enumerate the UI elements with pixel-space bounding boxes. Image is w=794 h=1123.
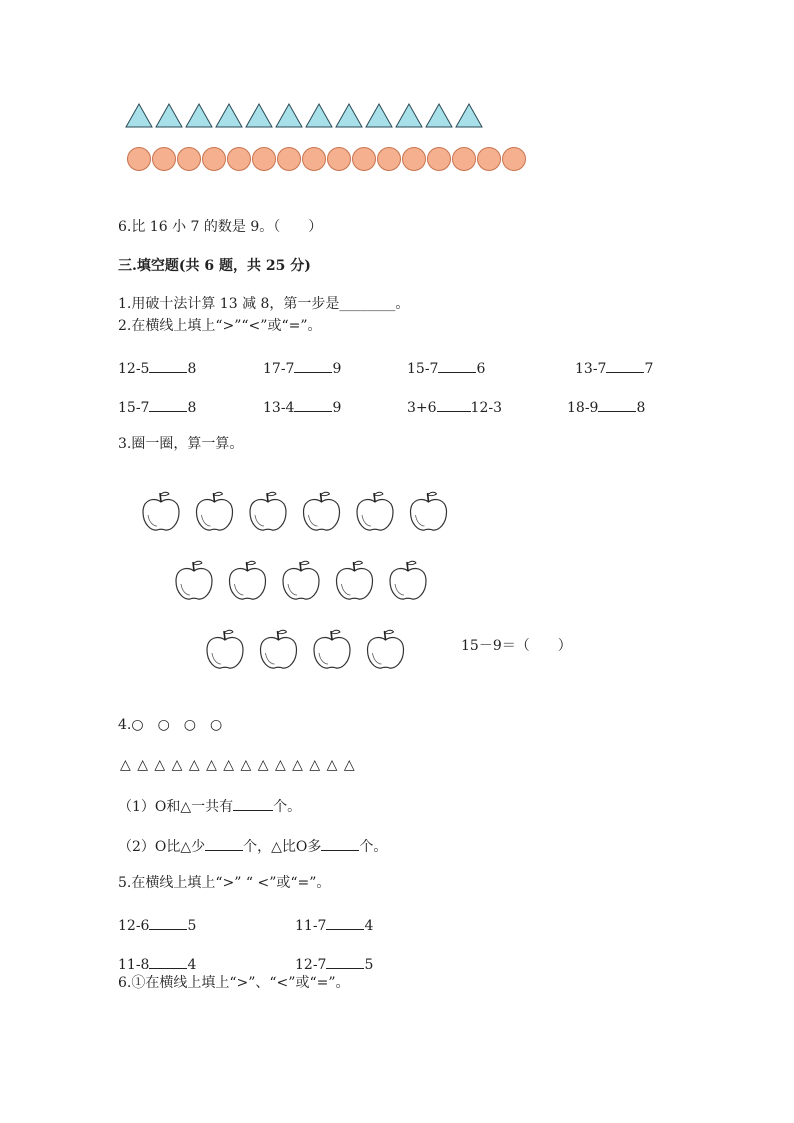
apple-equation: 15－9＝（ ） [461,638,572,654]
triangle-shape [216,104,242,127]
circle-shape [178,148,201,171]
answer-blank[interactable] [149,398,187,412]
circle-shape [153,148,176,171]
compare-item: 17-7 9 [263,361,342,377]
apple-icon [176,561,212,599]
triangle-shape [396,104,422,127]
circle-shape [403,148,426,171]
apple-icon [368,630,404,668]
question-2: 2.在横线上填上“>”“<”或“=”。 [118,318,322,334]
question-3: 3.圈一圈，算一算。 [118,436,244,452]
apple-icon [411,492,447,530]
triangle-row [126,104,482,127]
circle-shape [203,148,226,171]
answer-blank[interactable] [205,837,243,851]
answer-blank[interactable] [326,916,364,930]
answer-blank[interactable] [149,359,187,373]
triangle-shape [306,104,332,127]
circle-shape [328,148,351,171]
circle-shape [428,148,451,171]
circle-shape [453,148,476,171]
apple-icon [357,492,393,530]
compare-item: 15-7 8 [118,400,197,416]
answer-blank[interactable] [294,398,332,412]
question-4-part-2: （2）O比△少 个，△比O多 个。 [118,839,388,855]
apple-icon [250,492,286,530]
apple-icon [261,630,297,668]
triangle-shape [366,104,392,127]
question-5: 5.在横线上填上“>” “ <”或“=”。 [118,875,331,891]
question-1: 1.用破十法计算 13 减 8，第一步是________。 [118,296,410,312]
answer-blank[interactable] [438,359,476,373]
compare-item: 15-7 6 [407,361,486,377]
circle-shape [503,148,526,171]
apple-icon [314,630,350,668]
answer-blank[interactable] [233,797,273,811]
circle-shape [478,148,501,171]
triangle-shape [276,104,302,127]
triangle-shape [456,104,482,127]
compare-item: 11-8 4 [118,957,197,973]
circle-shape [303,148,326,171]
apple-icon [207,630,243,668]
compare-item: 12-7 5 [295,957,374,973]
triangle-shape [336,104,362,127]
triangle-shape [426,104,452,127]
compare-item: 3+6 12-3 [407,400,502,416]
circle-shape [378,148,401,171]
answer-blank[interactable] [598,398,636,412]
compare-item: 12-5 8 [118,361,197,377]
question-4-part-1: （1）O和△一共有 个。 [118,799,302,815]
compare-item: 12-6 5 [118,918,197,934]
apple-icon [230,561,266,599]
question-6-prev: 6.比 16 小 7 的数是 9。（ ） [118,219,323,235]
triangle-shape [126,104,152,127]
question-4-circles: 4.○ ○ ○ ○ [118,717,223,733]
compare-item: 11-7 4 [295,918,374,934]
answer-blank[interactable] [149,955,187,969]
answer-blank[interactable] [149,916,187,930]
answer-blank[interactable] [606,359,644,373]
question-4-triangles: △ △ △ △ △ △ △ △ △ △ △ △ △ △ [120,757,356,773]
answer-blank[interactable] [437,398,471,412]
apple-icon [283,561,319,599]
circle-shape [278,148,301,171]
answer-blank[interactable] [294,359,332,373]
section-3-heading: 三.填空题(共 6 题，共 25 分) [118,258,311,274]
triangle-shape [246,104,272,127]
apple-icon [337,561,373,599]
circle-row [128,148,526,171]
answer-blank[interactable] [326,955,364,969]
circle-shape [253,148,276,171]
circle-shape [228,148,251,171]
apple-picture [143,492,447,668]
compare-item: 18-9 8 [567,400,646,416]
compare-item: 13-4 9 [263,400,342,416]
question-6: 6.①在横线上填上“>”、“<”或“=”。 [118,975,350,991]
apple-icon [304,492,340,530]
apple-icon [143,492,179,530]
triangle-shape [156,104,182,127]
compare-item: 13-7 7 [575,361,654,377]
circle-shape [353,148,376,171]
apple-icon [390,561,426,599]
answer-blank[interactable] [321,837,359,851]
apple-icon [197,492,233,530]
triangle-shape [186,104,212,127]
circle-shape [128,148,151,171]
